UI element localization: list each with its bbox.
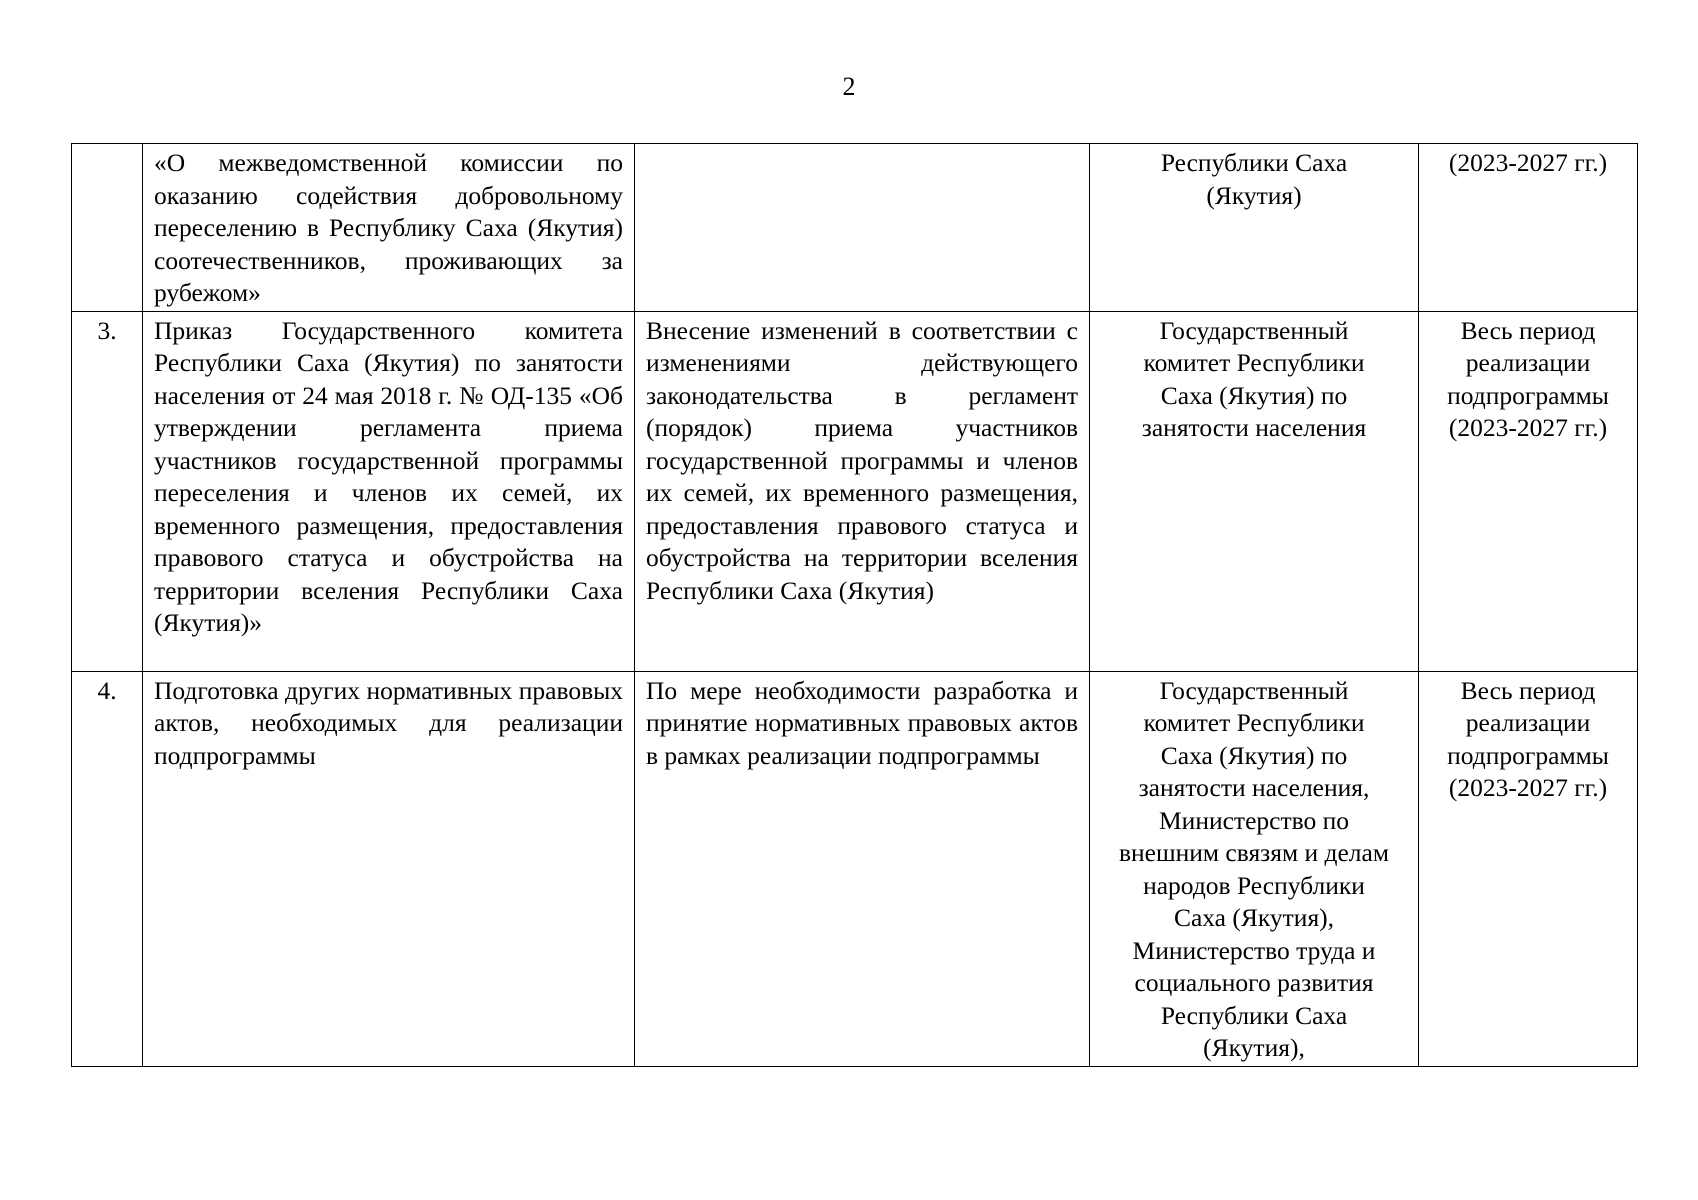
page-number: 2 — [842, 72, 856, 101]
table-row — [72, 144, 1638, 312]
row-number-cell — [72, 311, 143, 671]
table-row — [72, 671, 1638, 1066]
document-text: Приказ Государственного комитета Республики Саха (Якутия) по занятости населения от 24 мая 2018 г. № ОД-135 «Об утверждении регламента приема участников государственной программы переселения и членов их семей, их временного размещения, предоставления правового статуса и обустройства на территории вселения Республики Саха (Якутия)» — [154, 315, 623, 637]
row-number-cell — [72, 671, 143, 1066]
row-number-cell — [72, 144, 143, 312]
period-cell — [1419, 311, 1638, 671]
period-cell — [1419, 671, 1638, 1066]
measures-table — [71, 143, 1638, 1067]
period-cell — [1419, 144, 1638, 312]
action-cell — [635, 671, 1090, 1066]
action-cell — [635, 144, 1090, 312]
responsible-text: Государственный комитет Республики Саха (Якутия) по занятости населения — [1141, 315, 1367, 442]
action-text: Внесение изменений в соответствии с изменениями действующего законодательства в регламент (порядок) приема участников государственной программы и членов их семей, их временного размещения, предоставления правового статуса и обустройства на территории вселения Республики Саха (Якутия) — [646, 315, 1078, 605]
period-text: (2023-2027 гг.) — [1448, 148, 1608, 177]
action-cell — [635, 311, 1090, 671]
document-cell — [143, 144, 635, 312]
action-text: По мере необходимости разработка и принятие нормативных правовых актов в рамках реализации подпрограммы — [646, 675, 1078, 770]
document-text: «О межведомственной комиссии по оказанию содействия добровольному переселению в Республику Саха (Якутия) соотечественников, проживающих за рубежом» — [154, 148, 623, 307]
period-text: Весь период реализации подпрограммы (2023-2027 гг.) — [1447, 315, 1609, 442]
responsible-text: Государственный комитет Республики Саха (Якутия) по занятости населения, Министерство по внешним связям и делам народов Республики Саха (Якутия), Министерство труда и социального развития Республики Саха (Якутия), — [1118, 675, 1389, 1062]
table-row — [72, 311, 1638, 671]
document-cell — [143, 311, 635, 671]
document-text: Подготовка других нормативных правовых актов, необходимых для реализации подпрограммы — [154, 675, 623, 770]
responsible-text: Республики Саха (Якутия) — [1160, 148, 1348, 210]
period-text: Весь период реализации подпрограммы (2023-2027 гг.) — [1447, 675, 1609, 802]
document-cell — [143, 671, 635, 1066]
responsible-cell — [1090, 671, 1419, 1066]
responsible-cell — [1090, 144, 1419, 312]
responsible-cell — [1090, 311, 1419, 671]
row-number: 3. — [97, 315, 117, 345]
row-number: 4. — [97, 675, 117, 705]
